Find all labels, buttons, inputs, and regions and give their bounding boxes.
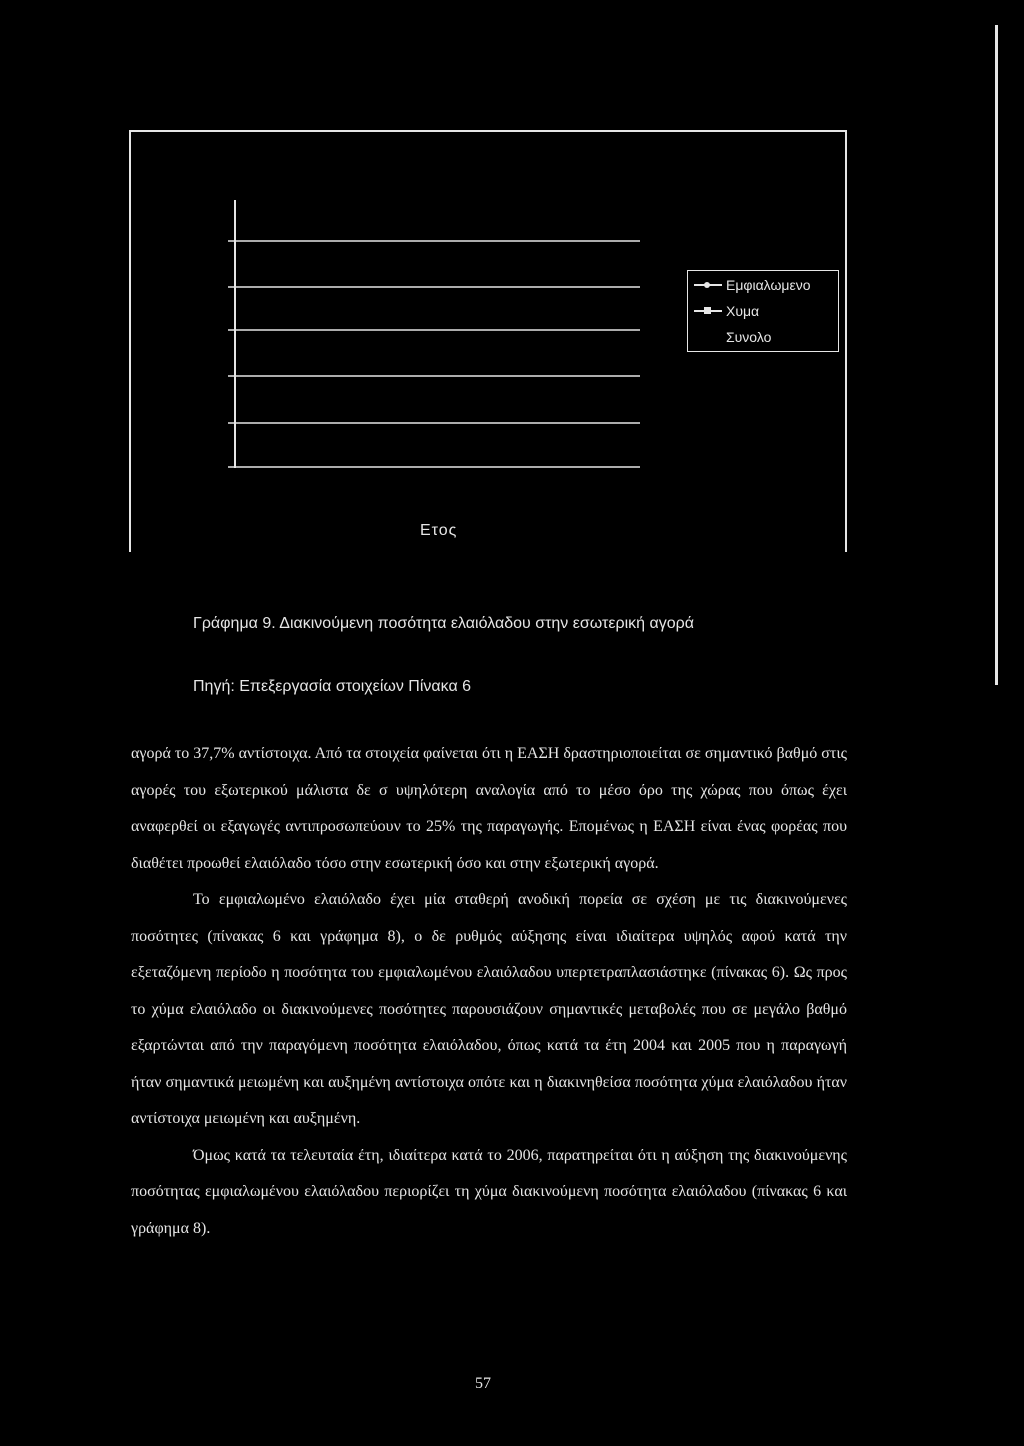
gridlines bbox=[228, 241, 640, 467]
paragraph-1: αγορά το 37,7% αντίστοιχα. Από τα στοιχεία φαίνεται ότι η ΕΑΣΗ δραστηριοποιείται σε σημαντικό βαθμό στις αγορές του εξωτερικού μάλιστα δε σ υψηλότερη αναλογία από το μέσο όρο της χώρας που όπως έχει αναφερθεί οι εξαγωγές αντιπροσωπεύουν το 25% της παραγωγής. Επομένως η ΕΑΣΗ είναι ένας φορέας που διαθέτει προωθεί ελαιόλαδο τόσο στην εσωτερική όσο και στην εξωτερική αγορά. bbox=[131, 745, 847, 872]
circle-marker-icon bbox=[694, 280, 722, 290]
paragraph-2: Το εμφιαλωμένο ελαιόλαδο έχει μία σταθερή ανοδική πορεία σε σχέση με τις διακινούμενες ποσότητες (πίνακας 6 και γράφημα 8), ο δε ρυθμός αύξησης είναι ιδιαίτερα υψηλός αφού κατά την εξεταζόμενη περίοδο η ποσότητα του εμφιαλωμένου ελαιόλαδου υπερτετραπλασιάστηκε (πίνακας 6). Ως προς το χύμα ελαιόλαδο οι διακινούμενες ποσότητες παρουσιάζουν σημαντικές μεταβολές που σε μεγάλο βαθμό εξαρτώνται από την παραγόμενη ποσότητα ελαιόλαδου, όπως κατά τα έτη 2004 και 2005 που η παραγωγή ήταν σημαντικά μειωμένη και αυξημένη αντίστοιχα οπότε και η διακινηθείσα ποσότητα χύμα ελαιόλαδου ήταν αντίστοιχα μειωμένη και αυξημένη. bbox=[131, 891, 847, 1127]
paragraph-3: Όμως κατά τα τελευταία έτη, ιδιαίτερα κατά το 2006, παρατηρείται ότι η αύξηση της διακινούμενης ποσότητας εμφιαλωμένου ελαιόλαδου περιορίζει τη χύμα διακινούμενη ποσότητα ελαιόλαδου (πίνακας 6 και γράφημα 8). bbox=[131, 1146, 847, 1237]
chart-legend bbox=[687, 270, 839, 352]
legend-label-bottled: Εμφιαλωμενο bbox=[726, 277, 811, 293]
page-number: 57 bbox=[475, 1375, 491, 1392]
legend-label-bulk: Χυμα bbox=[726, 303, 760, 319]
x-axis-label: Ετος bbox=[420, 522, 458, 539]
figure-caption: Γράφημα 9. Διακινούμενη ποσότητα ελαιόλαδου στην εσωτερική αγορά bbox=[193, 615, 694, 632]
legend-item-total bbox=[694, 327, 771, 347]
chart-plot bbox=[0, 0, 1024, 600]
legend-item-bulk bbox=[694, 301, 759, 321]
figure-source: Πηγή: Επεξεργασία στοιχείων Πίνακα 6 bbox=[193, 678, 472, 695]
square-marker-icon bbox=[694, 306, 722, 316]
body-text bbox=[131, 736, 847, 1247]
legend-label-total: Συνολο bbox=[726, 329, 772, 345]
legend-item-bottled bbox=[694, 275, 811, 295]
no-marker-icon bbox=[694, 332, 722, 342]
